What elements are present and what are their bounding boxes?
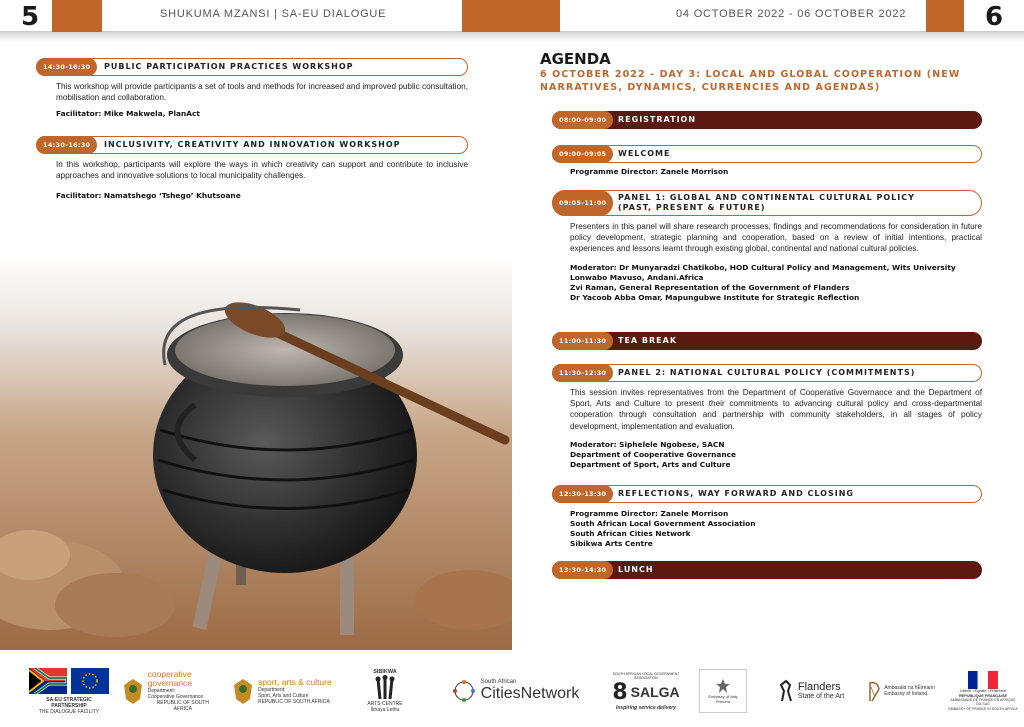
agenda-line: Department of Cooperative Governance	[570, 449, 737, 459]
agenda-line: Department of Sport, Arts and Culture	[570, 459, 731, 469]
agenda-item	[552, 190, 982, 303]
session-time: 14:30-16:30	[36, 136, 97, 154]
cogta-country: REPUBLIC OF SOUTH AFRICA	[156, 700, 209, 712]
agenda-description: This session invites representatives from the Department of Cooperative Governance and the Department of Sport, Arts and Culture to present their commitments to advancing cultural policy and cross-departmental cooperation through consultation and partnership with community stakeholders, in all stages of policy development, implementation and evaluation.	[570, 388, 982, 431]
sacn-prefix: South African	[480, 679, 517, 685]
cooking-pot-image	[0, 255, 512, 650]
agenda-title: AGENDA	[540, 50, 611, 68]
network-globe-icon	[451, 678, 477, 704]
right-page	[512, 0, 1024, 727]
workshop-session	[36, 58, 468, 119]
agenda-people	[570, 440, 982, 470]
left-header	[0, 0, 512, 32]
agenda-line: Lonwabo Mavuso, Andani.Africa	[570, 272, 704, 282]
italy-emblem-icon	[715, 678, 731, 694]
header-shadow	[512, 32, 1024, 42]
france-republic: RÉPUBLIQUE FRANÇAISE	[958, 693, 1008, 698]
ireland-english: Embassy of Ireland	[884, 691, 928, 697]
sacn-name: CitiesNetwork	[480, 685, 580, 702]
italy-city: Pretoria	[715, 699, 730, 704]
session-time: 14:30-16:30	[36, 58, 97, 76]
agenda-time: 09:05-11:00	[552, 190, 613, 216]
agenda-time: 12:30-13:30	[552, 485, 613, 503]
workshop-session	[36, 136, 468, 201]
agenda-description: Presenters in this panel will share research processes, findings and recommendations for consideration in future policy development, strategic planning and cooperation, based on a review of initial intentions, practical experiences and lessons learnt through existing global, continental and national cultural policies.	[570, 222, 982, 254]
salga-mark-icon: 8	[612, 679, 628, 705]
header-shadow	[0, 32, 512, 42]
sa-eu-text: SA-EU STRATEGIC PARTNERSHIP	[46, 696, 92, 709]
agenda-line: Programme Director: Zanele Morrison	[570, 167, 729, 176]
cooking-pot-photo	[0, 255, 512, 650]
agenda-people	[570, 509, 982, 549]
agenda-people	[570, 263, 982, 303]
agenda-bar	[552, 561, 982, 579]
dsac-country: REPUBLIC OF SOUTH AFRICA	[258, 699, 330, 705]
header-accent-block	[462, 0, 512, 32]
agenda-line: Programme Director: Zanele Morrison	[570, 509, 729, 518]
agenda-time: 13:30-14:30	[552, 561, 613, 579]
page-number-right: 6	[984, 2, 1004, 32]
session-description: This workshop will provide participants a set of tools and methods for increased and improved public consultation, mobilisation and collaboration.	[56, 82, 468, 103]
coat-of-arms-icon	[122, 677, 144, 705]
ireland-embassy-logo	[860, 664, 942, 718]
cogta-logo	[122, 664, 218, 718]
session-title: PUBLIC PARTICIPATION PRACTICES WORKSHOP	[104, 62, 354, 71]
agenda-line: South African Local Government Association	[570, 519, 756, 528]
sibikwa-sub: ARTS CENTRE	[367, 701, 403, 707]
marianne-icon	[968, 671, 998, 689]
ireland-irish: Ambasáid na hÉireann	[884, 685, 935, 691]
agenda-time: 11:30-12:30	[552, 364, 613, 382]
italy-name: Embassy of Italy	[708, 694, 738, 699]
agenda-bar	[552, 145, 982, 163]
agenda-time: 09:00-09:05	[552, 145, 613, 163]
cogta-dept: Department:	[147, 688, 176, 694]
agenda-bar	[552, 332, 982, 350]
flags-icon	[29, 668, 109, 694]
salga-tag: Inspiring service delivery	[615, 704, 677, 711]
south-africa-flag-icon	[29, 668, 67, 694]
agenda-item	[552, 111, 982, 129]
agenda-title-line: (PAST, PRESENT & FUTURE)	[618, 203, 766, 212]
agenda-title-item: WELCOME	[618, 149, 671, 158]
salga-logo	[606, 664, 686, 718]
dsac-name: sport, arts & culture	[258, 677, 332, 687]
sibikwa-logo	[362, 664, 408, 718]
agenda-line: Sibikwa Arts Centre	[570, 539, 653, 548]
agenda-bar	[552, 111, 982, 129]
agenda-item	[552, 332, 982, 350]
agenda-line: Moderator: Dr Munyaradzi Chatikobo, HOD Cultural Policy and Management, Wits University	[570, 262, 956, 272]
agenda-line: South African Cities Network	[570, 529, 691, 538]
page-number-left: 5	[20, 2, 40, 32]
agenda-title-item: REGISTRATION	[618, 115, 697, 124]
france-embassy-fr: AMBASSADE DE FRANCE EN AFRIQUE DU SUD	[950, 698, 1016, 707]
harp-icon	[867, 679, 881, 703]
dsac-logo	[232, 664, 342, 718]
agenda-title-item: PANEL 2: NATIONAL CULTURAL POLICY (COMMITMENTS)	[618, 368, 916, 377]
cogta-name: cooperative	[147, 669, 192, 679]
agenda-line: Moderator: Siphelele Ngobese, SACN	[570, 439, 725, 449]
agenda-title-item: REFLECTIONS, WAY FORWARD AND CLOSING	[618, 489, 854, 498]
salga-name: SALGA	[630, 684, 680, 700]
sa-eu-logo	[28, 664, 110, 718]
sibikwa-name: SIBIKWA	[373, 669, 397, 675]
france-embassy-logo	[948, 664, 1018, 718]
partner-logos-footer	[0, 652, 1024, 727]
dancers-icon	[372, 675, 398, 701]
agenda-item	[552, 485, 982, 549]
flanders-logo	[768, 664, 854, 718]
eu-flag-icon	[71, 668, 109, 694]
agenda-line: Zvi Raman, General Representation of the Government of Flanders	[570, 282, 850, 292]
agenda-item	[552, 145, 982, 177]
cogta-dept: Cooperative Governance	[147, 694, 204, 700]
france-embassy-en: EMBASSY OF FRANCE IN SOUTH AFRICA	[948, 706, 1018, 711]
agenda-title-item	[618, 193, 915, 213]
flanders-tag: State of the Art	[797, 693, 845, 700]
sacn-logo	[440, 664, 590, 718]
session-title: INCLUSIVITY, CREATIVITY AND INNOVATION WORKSHOP	[104, 140, 401, 149]
cogta-name: governance	[147, 678, 193, 688]
agenda-title-item: TEA BREAK	[618, 336, 678, 345]
coat-of-arms-icon	[232, 677, 254, 705]
session-description: In this workshop, participants will explore the ways in which creativity can support and contribute to inclusive approaches and innovative solutions to local municipality challenges.	[56, 160, 468, 181]
agenda-subtitle: 6 OCTOBER 2022 - DAY 3: LOCAL AND GLOBAL COOPERATION (NEW NARRATIVES, DYNAMICS, CURRENCIES AND AGENDAS)	[540, 69, 961, 93]
header-title-right: 04 OCTOBER 2022 - 06 OCTOBER 2022	[676, 8, 907, 20]
agenda-item	[552, 364, 982, 470]
agenda-line: Dr Yacoob Abba Omar, Mapungubwe Institute for Strategic Reflection	[570, 292, 860, 302]
right-header	[512, 0, 1024, 32]
flanders-lion-icon	[778, 679, 794, 703]
agenda-item	[552, 561, 982, 579]
france-motto: Liberté • Égalité • Fraternité	[959, 689, 1007, 694]
agenda-time: 08:00-09:00	[552, 111, 613, 129]
agenda-title-line: PANEL 1: GLOBAL AND CONTINENTAL CULTURAL POLICY	[618, 193, 915, 202]
header-accent-block	[512, 0, 560, 32]
salga-full: SOUTH AFRICAN LOCAL GOVERNMENT ASSOCIATION	[612, 671, 680, 680]
header-accent-block	[926, 0, 964, 32]
header-accent-block	[52, 0, 102, 32]
italy-embassy-logo	[696, 664, 750, 718]
header-title-left: SHUKUMA MZANSI | SA-EU DIALOGUE	[160, 8, 387, 20]
session-facilitator: Facilitator: Mike Makwela, PlanAct	[56, 109, 200, 119]
dsac-dept: Department:	[258, 687, 286, 693]
session-facilitator: Facilitator: Namatshego ‘Tshego’ Khutsoane	[56, 191, 241, 201]
sibikwa-tag: Ikhaya Lethu	[370, 707, 400, 713]
flanders-name: Flanders	[797, 681, 841, 693]
agenda-time: 11:00-11:30	[552, 332, 613, 350]
sa-eu-subtext: THE DIALOGUE FACILITY	[38, 708, 100, 715]
dsac-dept: Sport, Arts and Culture	[258, 693, 309, 699]
agenda-title-item: LUNCH	[618, 565, 654, 574]
